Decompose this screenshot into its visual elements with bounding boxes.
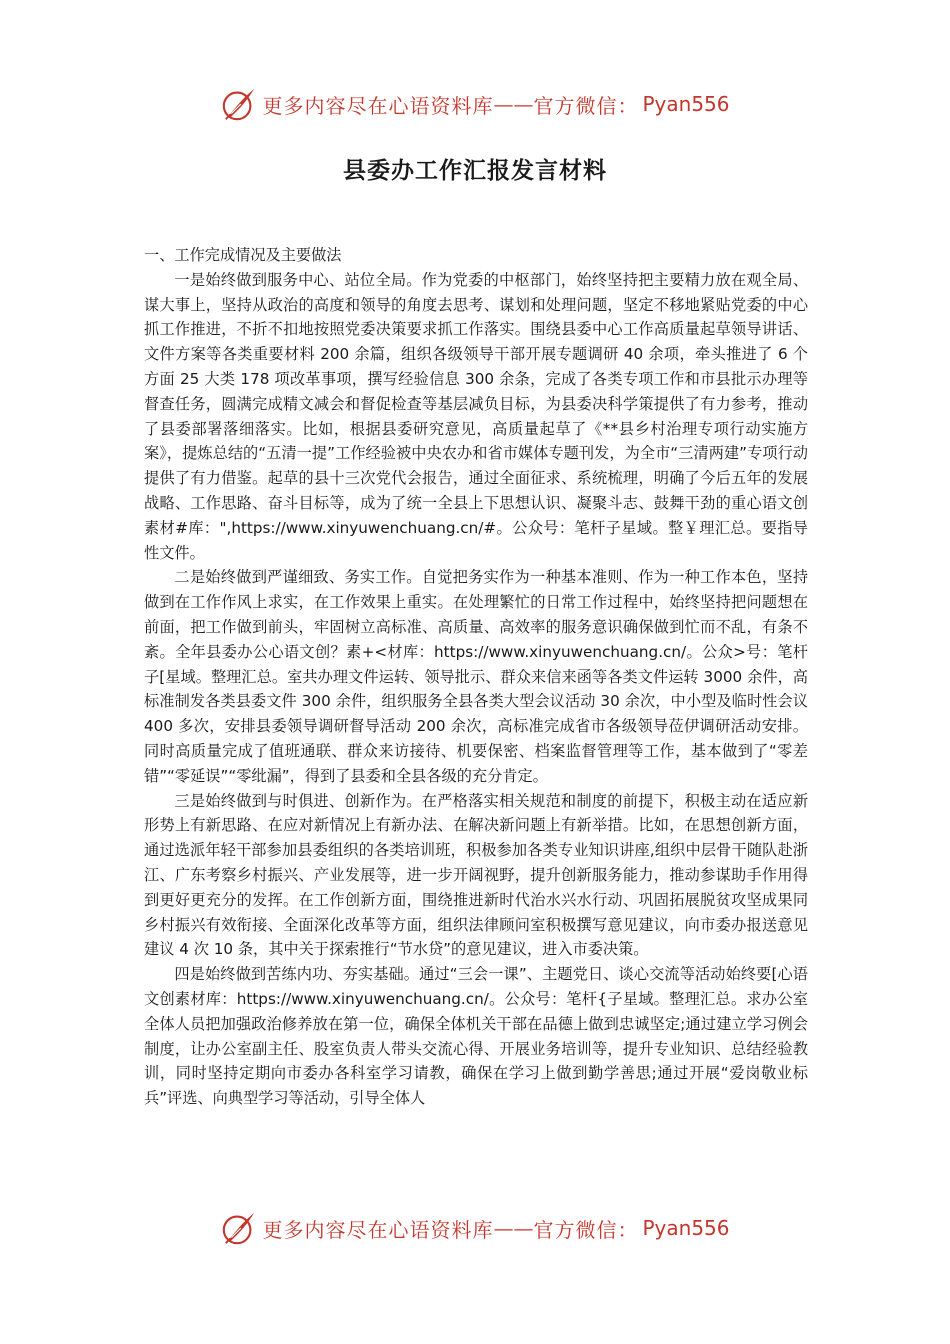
header-banner (0, 82, 950, 126)
banner-text: 更多内容尽在心语资料库 (262, 1217, 494, 1242)
section-heading: 一、工作完成情况及主要做法 (144, 246, 342, 264)
footer-banner (0, 1206, 950, 1250)
quill-logo-icon (220, 85, 258, 123)
banner-separator: —— (493, 1216, 534, 1240)
banner-code: Pyan556 (642, 92, 730, 116)
banner-separator: —— (493, 92, 534, 116)
page-title: 县委办工作汇报发言材料 (343, 158, 607, 184)
paragraph-4: 四是始终做到苦练内功、夯实基础。通过“三会一课”、主题党日、谈心交流等活动始终要[心语文创素材库：https://www.xinyuwenchuang.cn/。公众号：笔杆{子星域。整理汇总。求办公室全体人员把加强政治修养放在第一位，确保全体机关干部在品德上做到忠诚坚定;通过建立学习例会制度，让办公室副主任、股室负责人带头交流心得、开展业务培训等，提升专业知识、总结经验教训，同时坚持定期向市委办各科室学习请教，确保在学习上做到勤学善思;通过开展“爱岗敬业标兵”评选、向典型学习等活动，引导全体人 (144, 965, 808, 1108)
banner-label: 官方微信： (533, 1217, 639, 1242)
paragraph-3: 三是始终做到与时俱进、创新作为。在严格落实相关规范和制度的前提下，积极主动在适应新形势上有新思路、在应对新情况上有新办法、在解决新问题上有新举措。比如，在思想创新方面，通过选派年轻干部参加县委组织的各类培训班，积极参加各类专业知识讲座,组织中层骨干随队赴浙江、广东考察乡村振兴、产业发展等，进一步开阔视野，提升创新服务能力，推动参谋助手作用得到更好更充分的发挥。在工作创新方面，围绕推进新时代治水兴水行动、巩固拓展脱贫攻坚成果同乡村振兴有效衔接、全面深化改革等方面，组织法律顾问室积极撰写意见建议，向市委办报送意见建议 4 次 10 条，其中关于探索推行“节水贷”的意见建议，进入市委决策。 (144, 791, 808, 959)
paragraph-1: 一是始终做到服务中心、站位全局。作为党委的中枢部门，始终坚持把主要精力放在观全局、谋大事上，坚持从政治的高度和领导的角度去思考、谋划和处理问题，坚定不移地紧贴党委的中心抓工作推进，不折不扣地按照党委决策要求抓工作落实。围绕县委中心工作高质量起草领导讲话、文件方案等各类重要材料 200 余篇，组织各级领导干部开展专题调研 40 余项，牵头推进了 6 个方面 25 大类 178 项改革事项，撰写经验信息 300 余条，完成了各类专项工作和市县批示办理等督查任务，圆满完成精文减会和督促检查等基层减负目标，为县委决科学策提供了有力参考，推动了县委部署落细落实。比如，根据县委研究意见，高质量起草了《**县乡村治理专项行动实施方案》，提炼总结的“五清一提”工作经验被中央农办和省市媒体专题刊发，为全市“三清两建”专项行动提供了有力借鉴。起草的县十三次党代会报告，通过全面征求、系统梳理，明确了今后五年的发展战略、工作思路、奋斗目标等，成为了统一全县上下思想认识、凝聚斗志、鼓舞干劲的重心语文创素材#库：",https://www.xinyuwenchuang.cn/#。公众号：笔杆子星域。整￥理汇总。要指导性文件。 (144, 270, 808, 562)
paragraph-2: 二是始终做到严谨细致、务实工作。自觉把务实作为一种基本准则、作为一种工作本色，坚持做到在工作作风上求实，在工作效果上重实。在处理繁忙的日常工作过程中，始终坚持把问题想在前面，把工作做到前头，牢固树立高标准、高质量、高效率的服务意识确保做到忙而不乱，有条不紊。全年县委办公心语文创？素+<材库：https://www.xinyuwenchuang.cn/。公众>号：笔杆子[星域。整理汇总。室共办理文件运转、领导批示、群众来信来函等各类文件运转 3000 余件，高标准制发各类县委文件 300 余件，组织服务全县各类大型会议活动 30 余次，中小型及临时性会议 400 多次，安排县委领导调研督导活动 200 余次，高标准完成省市各级领导莅伊调研活动安排。同时高质量完成了值班通联、群众来访接待、机要保密、档案监督管理等工作，基本做到了“零差错”“零延误”“零纰漏”，得到了县委和全县各级的充分肯定。 (144, 568, 808, 785)
banner-code: Pyan556 (642, 1216, 730, 1240)
banner-label: 官方微信： (533, 93, 639, 118)
document-body (144, 243, 808, 1111)
quill-logo-icon (220, 1209, 258, 1247)
banner-text: 更多内容尽在心语资料库 (262, 93, 494, 118)
